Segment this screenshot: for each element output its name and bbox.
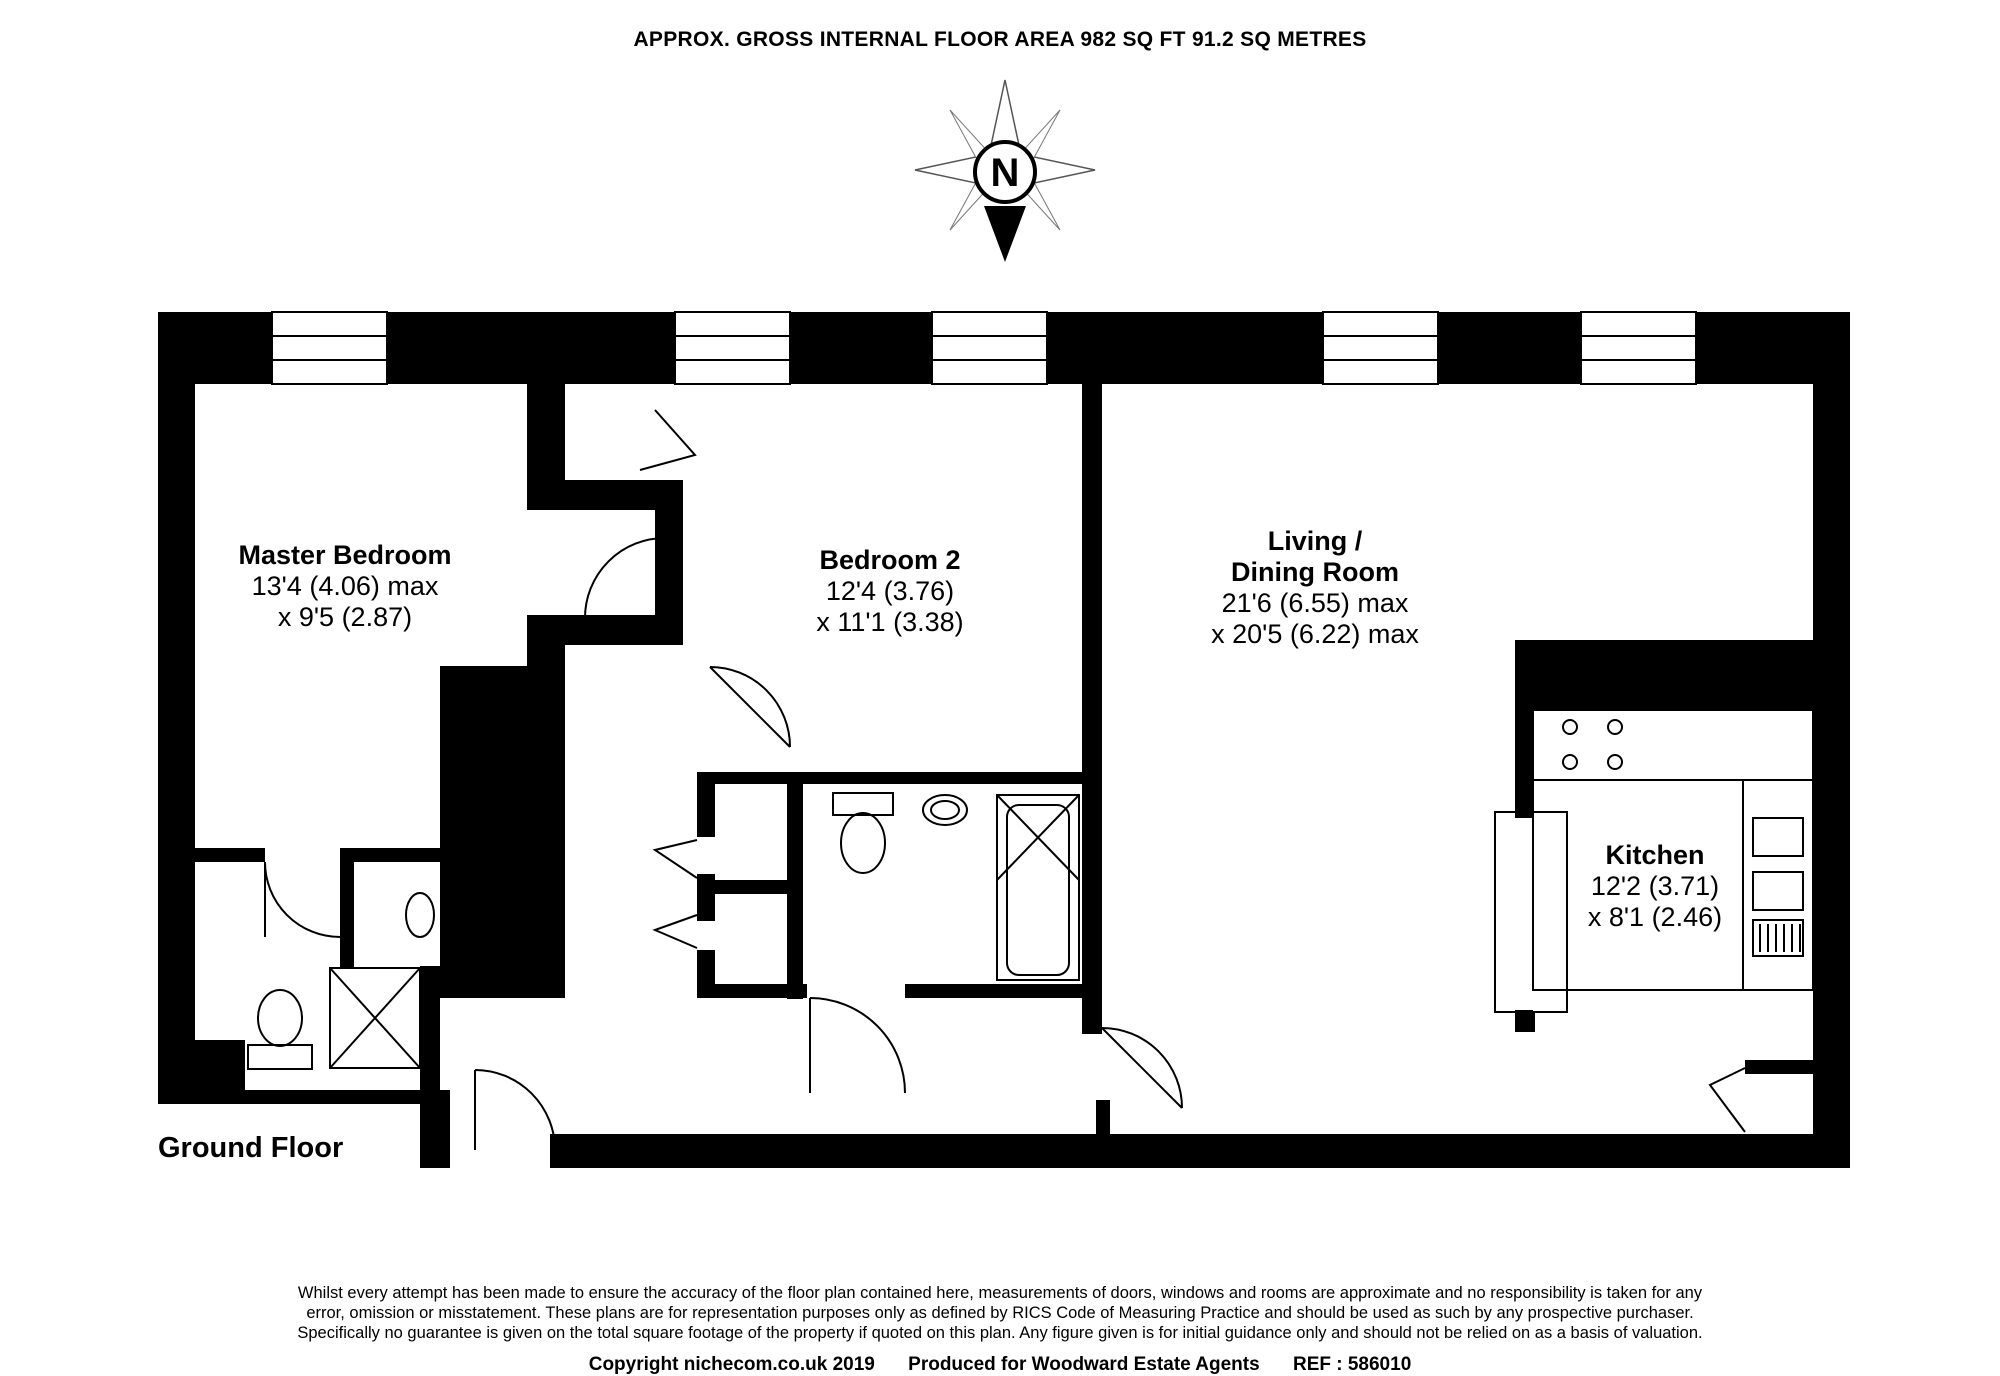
footer	[0, 1354, 2000, 1376]
copyright-text: Copyright nichecom.co.uk 2019	[588, 1354, 875, 1375]
room-dimension: x 20'5 (6.22) max	[1211, 619, 1419, 649]
room-bedroom-2	[740, 545, 1040, 638]
produced-for-text: Produced for Woodward Estate Agents	[908, 1354, 1260, 1375]
disclaimer	[0, 1283, 2000, 1343]
room-name: Kitchen	[1605, 840, 1705, 870]
room-dimension: x 8'1 (2.46)	[1587, 902, 1723, 932]
bathroom-fittings	[833, 793, 1079, 980]
room-name: Master Bedroom	[238, 540, 452, 570]
floor-label: Ground Floor	[158, 1132, 344, 1164]
room-dimension: x 9'5 (2.87)	[277, 602, 413, 632]
room-dimension: 13'4 (4.06) max	[251, 571, 439, 601]
reference-text: REF : 586010	[1292, 1354, 1412, 1375]
walls	[158, 312, 1850, 1168]
disclaimer-line: Whilst every attempt has been made to ensure the accuracy of the floor plan contained here, measurements of doors, windows and rooms are approximate and no responsibility is taken for any	[297, 1284, 1703, 1302]
room-dimension: 12'4 (3.76)	[825, 576, 955, 606]
kitchen-blocks	[1515, 1012, 1535, 1032]
room-kitchen	[1570, 840, 1740, 933]
room-dimension: 21'6 (6.55) max	[1221, 588, 1409, 618]
room-name: Dining Room	[1231, 557, 1399, 587]
compass-north-label: N	[990, 151, 1020, 195]
room-dimension: 12'2 (3.71)	[1590, 871, 1720, 901]
disclaimer-line: Specifically no guarantee is given on the total square footage of the property if quoted on this plan. Any figure given is for initial guidance only and should not be relied on as a basis of valuation.	[297, 1324, 1703, 1342]
floor-area-heading: APPROX. GROSS INTERNAL FLOOR AREA 982 SQ FT 91.2 SQ METRES	[633, 28, 1367, 51]
room-name: Bedroom 2	[819, 545, 961, 575]
disclaimer-line: error, omission or misstatement. These plans are for representation purposes only as defined by RICS Code of Measuring Practice and should be used as such by any prospective purchaser.	[306, 1304, 1694, 1322]
sink-drainer-icon	[1760, 924, 1800, 952]
room-name: Living /	[1267, 526, 1363, 556]
room-master-bedroom	[180, 540, 510, 633]
room-dimension: x 11'1 (3.38)	[816, 607, 964, 637]
room-living-dining	[1150, 526, 1480, 650]
hob-icon	[1563, 720, 1622, 769]
